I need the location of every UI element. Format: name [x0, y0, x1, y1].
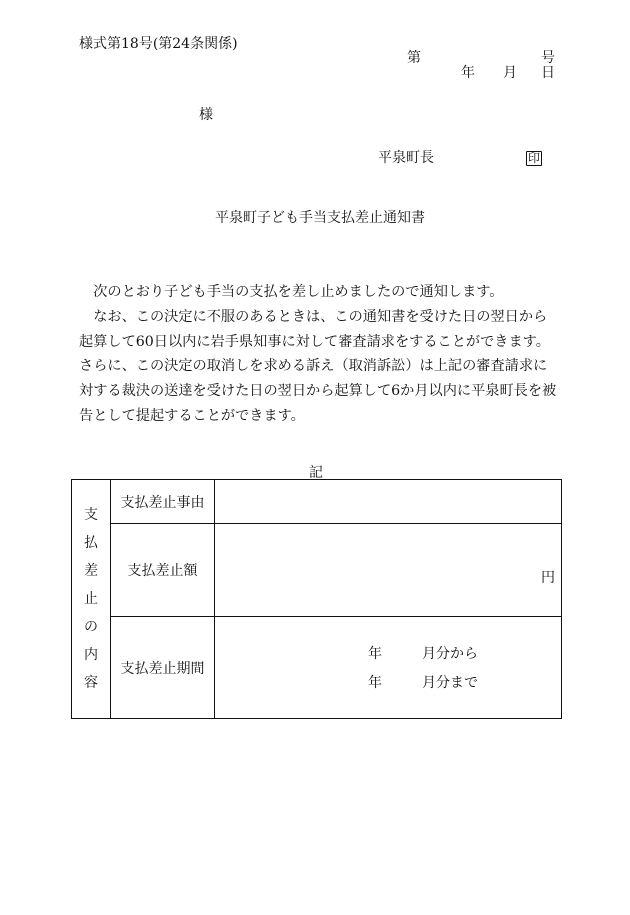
addressee-suffix: 様: [199, 107, 213, 123]
reason-label: 支払差止事由: [111, 480, 215, 524]
amount-label: 支払差止額: [111, 524, 215, 617]
date-year: 年: [461, 65, 475, 81]
body-text: [79, 280, 559, 429]
body-paragraph-1: 次のとおり子ども手当の支払を差し止めましたので通知します。: [93, 284, 504, 300]
date-month: 月: [503, 65, 517, 81]
side-header-char: 止: [84, 591, 98, 607]
side-header-char: 払: [84, 535, 98, 551]
ki-heading: 記: [309, 465, 323, 481]
side-header-char: 差: [84, 563, 98, 579]
side-header-char: 内: [84, 647, 98, 663]
issuer-title: 平泉町長: [378, 150, 434, 166]
side-header-char: の: [84, 619, 98, 635]
period-from-month: 月分から: [422, 646, 478, 662]
reason-value: [215, 480, 562, 524]
doc-number-suffix: 号: [541, 50, 555, 66]
details-table: [71, 479, 562, 719]
period-value: [215, 617, 562, 719]
side-header-char: 容: [84, 675, 98, 691]
seal-icon: 印: [528, 151, 541, 165]
seal-mark: [526, 147, 542, 166]
doc-number-prefix: 第: [407, 50, 421, 66]
period-to-year: 年: [368, 675, 382, 691]
date-day: 日: [541, 65, 555, 81]
period-to-month: 月分まで: [422, 675, 478, 691]
document-title: 平泉町子ども手当支払差止通知書: [215, 210, 425, 226]
form-number: 様式第18号(第24条関係): [79, 36, 238, 52]
side-header-char: 支: [84, 507, 98, 523]
body-paragraph-2: なお、この決定に不服のあるときは、この通知書を受けた日の翌日から起算して60日以内に岩手県知事に対して審査請求をすることができます。さらに、この決定の取消しを求める訴え（取消訴訟）は上記の審査請求に対する裁決の送達を受けた日の翌日から起算して6か月以内に平泉町長を被告として提起することができます。: [79, 308, 557, 424]
period-from-year: 年: [368, 646, 382, 662]
period-label: 支払差止期間: [111, 617, 215, 719]
amount-unit: 円: [541, 570, 555, 586]
side-header: [72, 480, 111, 719]
amount-value: [215, 524, 562, 617]
